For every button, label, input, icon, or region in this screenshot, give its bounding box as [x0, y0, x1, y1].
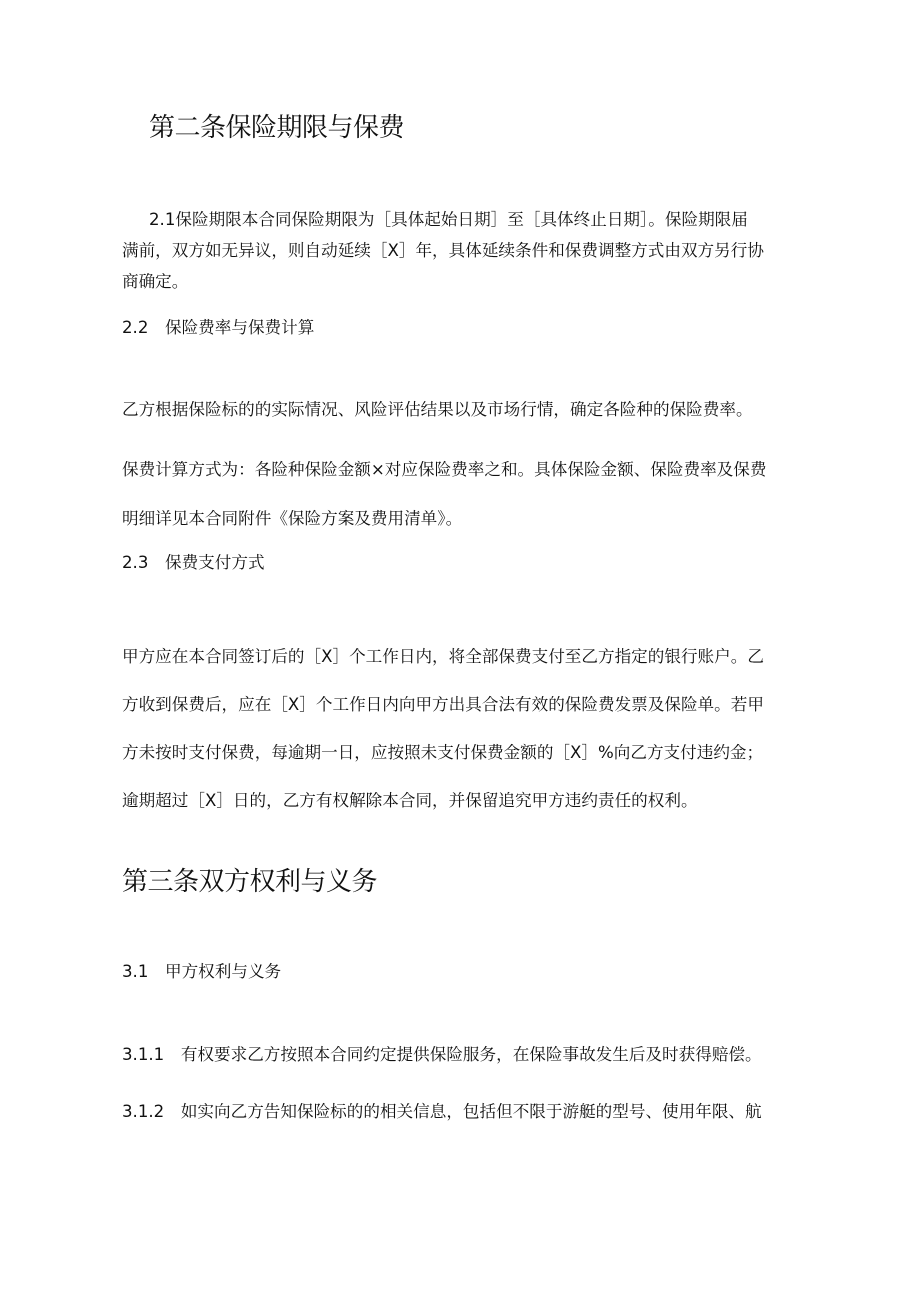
- clause-2-3-line-3: 方未按时支付保费，每逾期一日，应按照未支付保费金额的［X］%向乙方支付违约金；: [122, 743, 764, 762]
- clause-2-2-line-2: 明细详见本合同附件《保险方案及费用清单》。: [122, 509, 463, 528]
- section-2-title: 第二条保险期限与保费: [149, 113, 405, 143]
- clause-2-1-line-2: 满前，双方如无异议，则自动延续［X］年，具体延续条件和保费调整方式由双方另行协: [122, 241, 764, 260]
- clause-2-3-heading: 2.3 保费支付方式: [122, 553, 265, 572]
- clause-3-1-heading: 3.1 甲方权利与义务: [122, 962, 282, 981]
- clause-2-1-line-3: 商确定。: [122, 272, 189, 291]
- clause-2-3-line-4: 逾期超过［X］日的，乙方有权解除本合同，并保留追究甲方违约责任的权利。: [122, 791, 698, 810]
- clause-3-1-1-paragraph: 3.1.1 有权要求乙方按照本合同约定提供保险服务，在保险事故发生后及时获得赔偿。: [122, 1045, 762, 1064]
- clause-2-3-line-2: 方收到保费后，应在［X］个工作日内向甲方出具合法有效的保险费发票及保险单。若甲: [122, 695, 764, 714]
- clause-2-2-paragraph-b: [122, 445, 802, 543]
- clause-2-1-paragraph: [122, 204, 802, 297]
- clause-3-1-2-paragraph: 3.1.2 如实向乙方告知保险标的的相关信息，包括但不限于游艇的型号、使用年限、航: [122, 1102, 762, 1121]
- clause-2-3-paragraph: [122, 633, 802, 825]
- clause-2-2-line-1: 保费计算方式为：各险种保险金额×对应保险费率之和。具体保险金额、保险费率及保费: [122, 460, 767, 479]
- clause-2-2-paragraph-a: 乙方根据保险标的的实际情况、风险评估结果以及市场行情，确定各险种的保险费率。: [122, 400, 753, 419]
- clause-2-1-line-1: 2.1保险期限本合同保险期限为［具体起始日期］至［具体终止日期］。保险期限届: [149, 210, 748, 229]
- clause-2-2-heading: 2.2 保险费率与保费计算: [122, 318, 315, 337]
- clause-2-3-line-1: 甲方应在本合同签订后的［X］个工作日内，将全部保费支付至乙方指定的银行账户。乙: [122, 647, 764, 666]
- section-3-title: 第三条双方权利与义务: [122, 867, 378, 897]
